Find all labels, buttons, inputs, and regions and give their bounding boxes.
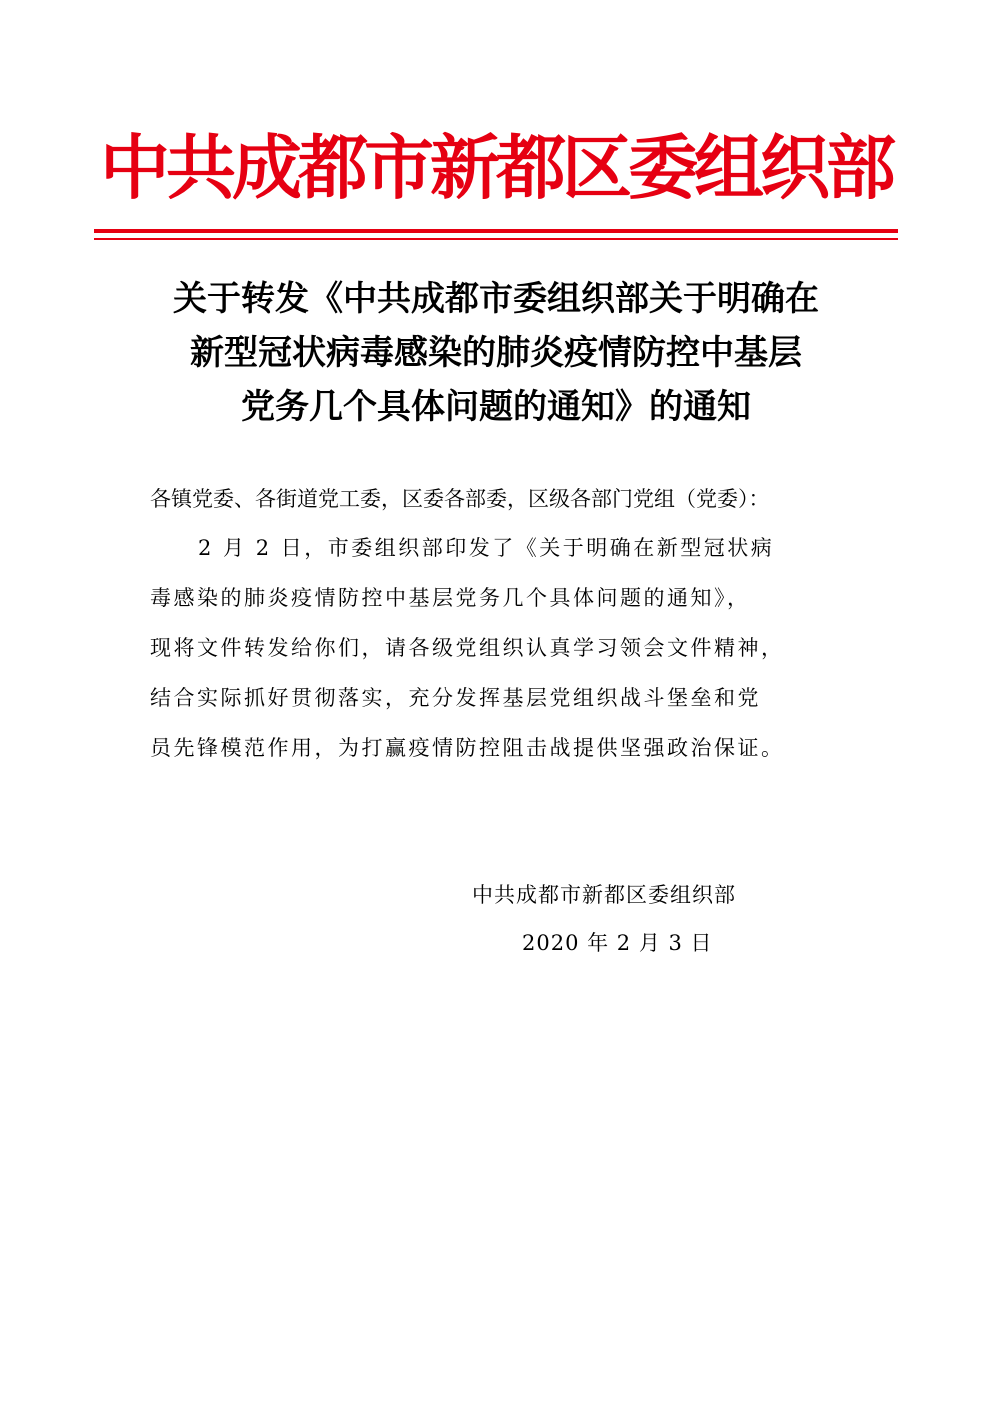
masthead-rule-thin [94, 238, 898, 240]
body-line: 员先锋模范作用，为打赢疫情防控阻击战提供坚强政治保证。 [150, 736, 785, 760]
masthead-rule-thick [94, 229, 898, 233]
body-line: 现将文件转发给你们，请各级党组织认真学习领会文件精神， [150, 636, 785, 660]
body-line: 2 月 2 日，市委组织部印发了《关于明确在新型冠状病 [198, 536, 775, 560]
document-title-line: 关于转发《中共成都市委组织部关于明确在 [173, 279, 819, 319]
document-title [96, 272, 896, 434]
document-title-line: 新型冠状病毒感染的肺炎疫情防控中基层 [190, 333, 802, 373]
masthead-title: 中共成都市新都区委组织部 [100, 127, 892, 209]
body-paragraph [150, 523, 870, 773]
signature-issuer: 中共成都市新都区委组织部 [472, 883, 736, 907]
body-line: 结合实际抓好贯彻落实，充分发挥基层党组织战斗堡垒和党 [150, 686, 761, 710]
salutation: 各镇党委、各街道党工委，区委各部委，区级各部门党组（党委）： [150, 487, 770, 511]
signature-date: 2020 年 2 月 3 日 [522, 931, 713, 955]
body-line: 毒感染的肺炎疫情防控中基层党务几个具体问题的通知》， [150, 586, 751, 610]
document-title-line: 党务几个具体问题的通知》的通知 [241, 387, 751, 427]
